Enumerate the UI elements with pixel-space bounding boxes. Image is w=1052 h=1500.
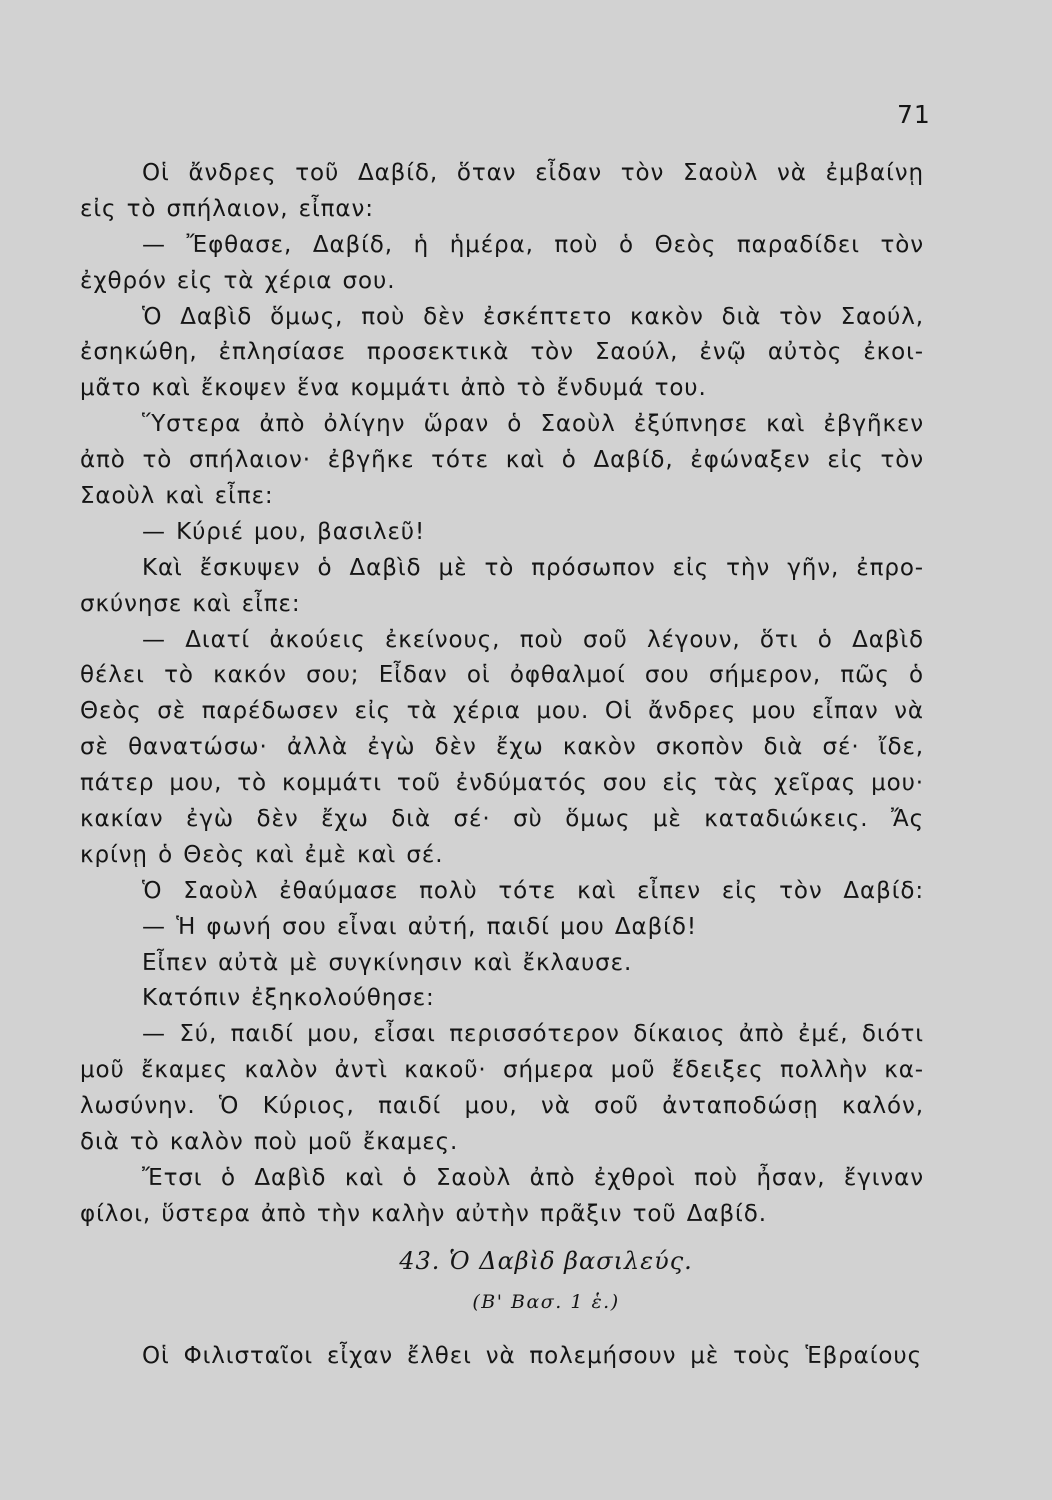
page-number: 71 xyxy=(897,100,931,129)
text-line: — Σύ, παιδί μου, εἶσαι περισσότερον δίκαιος ἀπὸ ἐμέ, διότι xyxy=(142,1021,924,1048)
text-line: σκύνησε καὶ εἶπε: xyxy=(80,590,301,617)
text-line: — Ἡ φωνή σου εἶναι αὐτή, παιδί μου Δαβίδ! xyxy=(142,913,697,940)
text-line: θέλει τὸ κακόν σου; Εἶδαν οἱ ὀφθαλμοί σου σήμερον, πῶς ὁ xyxy=(80,662,924,689)
text-line: ἐχθρόν εἰς τὰ χέρια σου. xyxy=(80,267,396,294)
text-line: πάτερ μου, τὸ κομμάτι τοῦ ἐνδύματός σου εἰς τὰς χεῖρας μου· xyxy=(80,770,924,797)
text-line: μᾶτο καὶ ἔκοψεν ἕνα κομμάτι ἀπὸ τὸ ἔνδυμά του. xyxy=(80,375,707,402)
section-reference: (Β' Βασ. 1 ἑ.) xyxy=(472,1291,620,1313)
text-line: Ὁ Σαοὺλ ἐθαύμασε πολὺ τότε καὶ εἶπεν εἰς τὸν Δαβίδ: xyxy=(142,877,924,904)
text-line: Ἔτσι ὁ Δαβὶδ καὶ ὁ Σαοὺλ ἀπὸ ἐχθροὶ ποὺ ἦσαν, ἔγιναν xyxy=(142,1164,924,1191)
text-line: διὰ τὸ καλὸν ποὺ μοῦ ἔκαμες. xyxy=(80,1129,459,1156)
text-line: — Ἔφθασε, Δαβίδ, ἡ ἡμέρα, ποὺ ὁ Θεὸς παραδίδει τὸν xyxy=(142,231,924,258)
text-line: εἰς τὸ σπήλαιον, εἶπαν: xyxy=(80,195,374,222)
text-line: Καὶ ἔσκυψεν ὁ Δαβὶδ μὲ τὸ πρόσωπον εἰς τὴν γῆν, ἐπρο- xyxy=(142,554,924,581)
body-text xyxy=(80,156,924,1233)
text-line: Κατόπιν ἐξηκολούθησε: xyxy=(142,985,435,1012)
text-line: Θεὸς σὲ παρέδωσεν εἰς τὰ χέρια μου. Οἱ ἄνδρες μου εἶπαν νὰ xyxy=(80,698,924,725)
text-line: — Κύριέ μου, βασιλεῦ! xyxy=(142,518,426,545)
text-line: Εἶπεν αὐτὰ μὲ συγκίνησιν καὶ ἔκλαυσε. xyxy=(142,949,633,976)
text-line: κακίαν ἐγὼ δὲν ἔχω διὰ σέ· σὺ ὅμως μὲ καταδιώκεις. Ἄς xyxy=(80,806,924,833)
section-first-line: Οἱ Φιλισταῖοι εἶχαν ἔλθει νὰ πολεμήσουν μὲ τοὺς Ἑβραίους xyxy=(142,1343,922,1369)
text-line: — Διατί ἀκούεις ἐκείνους, ποὺ σοῦ λέγουν, ὅτι ὁ Δαβὶδ xyxy=(142,626,924,653)
text-line: φίλοι, ὕστερα ἀπὸ τὴν καλὴν αὐτὴν πρᾶξιν τοῦ Δαβίδ. xyxy=(80,1200,767,1227)
text-line: Οἱ ἄνδρες τοῦ Δαβίδ, ὅταν εἶδαν τὸν Σαοὺλ νὰ ἐμβαίνῃ xyxy=(142,160,924,186)
text-line: σὲ θανατώσω· ἀλλὰ ἐγὼ δὲν ἔχω κακὸν σκοπὸν διὰ σέ· ἴδε, xyxy=(80,734,924,761)
text-line: ἀπὸ τὸ σπήλαιον· ἐβγῆκε τότε καὶ ὁ Δαβίδ, ἐφώναξεν εἰς τὸν xyxy=(80,447,924,474)
text-line: Ὕστερα ἀπὸ ὀλίγην ὥραν ὁ Σαοὺλ ἐξύπνησε καὶ ἐβγῆκεν xyxy=(142,411,924,438)
text-line: κρίνῃ ὁ Θεὸς καὶ ἐμὲ καὶ σέ. xyxy=(80,841,444,868)
text-line: λωσύνην. Ὁ Κύριος, παιδί μου, νὰ σοῦ ἀνταποδώσῃ καλόν, xyxy=(80,1093,924,1120)
text-line: μοῦ ἔκαμες καλὸν ἀντὶ κακοῦ· σήμερα μοῦ ἔδειξες πολλὴν κα- xyxy=(80,1057,924,1084)
text-line: Ὁ Δαβὶδ ὅμως, ποὺ δὲν ἐσκέπτετο κακὸν διὰ τὸν Σαούλ, xyxy=(142,303,924,330)
section-heading: 43. Ὁ Δαβὶδ βασιλεύς. xyxy=(399,1247,693,1275)
text-line: ἐσηκώθη, ἐπλησίασε προσεκτικὰ τὸν Σαούλ, ἐνῷ αὐτὸς ἐκοι- xyxy=(80,339,924,366)
text-line: Σαοὺλ καὶ εἶπε: xyxy=(80,483,274,510)
